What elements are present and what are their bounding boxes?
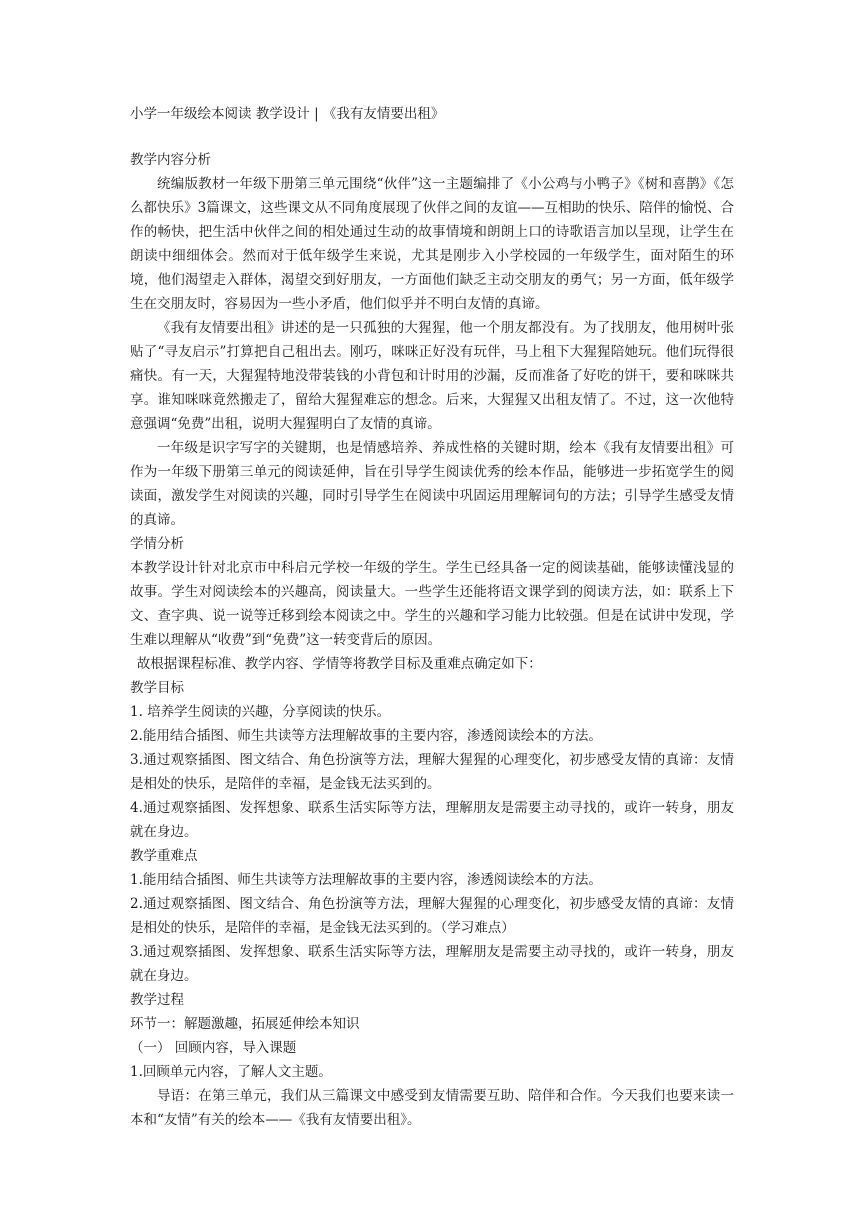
list-item: 1. 培养学生阅读的兴趣，分享阅读的快乐。 <box>130 704 391 720</box>
document-body <box>130 102 734 1132</box>
list-item: 4.通过观察插图、发挥想象、联系生活实际等方法，理解朋友是需要主动寻找的，或许一转身，朋友就在身边。 <box>130 800 734 840</box>
section-heading-student-analysis: 学情分析 <box>130 536 184 552</box>
stage-heading: 环节一：解题激趣，拓展延伸绘本知识 <box>130 1016 360 1032</box>
paragraph: 《我有友情要出租》讲述的是一只孤独的大猩猩，他一个朋友都没有。为了找朋友，他用树叶张贴了“寻友启示”打算把自己租出去。刚巧，咪咪正好没有玩伴，马上租下大猩猩陪她玩。他们玩得很痛快。有一天，大猩猩特地没带装钱的小背包和计时用的沙漏，反而准备了好吃的饼干，要和咪咪共享。谁知咪咪竟然搬走了，留给大猩猩难忘的想念。后来，大猩猩又出租友情了。不过，这一次他特意强调“免费”出租，说明大猩猩明白了友情的真谛。 <box>130 320 734 432</box>
transition-paragraph: 故根据课程标准、教学内容、学情等将教学目标及重难点确定如下： <box>136 656 542 672</box>
list-item: 3.通过观察插图、发挥想象、联系生活实际等方法，理解朋友是需要主动寻找的，或许一转身，朋友就在身边。 <box>130 944 734 984</box>
guide-paragraph: 导语：在第三单元，我们从三篇课文中感受到友情需要互助、陪伴和合作。今天我们也要来读一本和“友情”有关的绘本——《我有友情要出租》。 <box>130 1088 734 1128</box>
list-item: 3.通过观察插图、图文结合、角色扮演等方法，理解大猩猩的心理变化，初步感受友情的真谛：友情是相处的快乐，是陪伴的幸福，是金钱无法买到的。 <box>130 752 734 792</box>
step-item: 1.回顾单元内容，了解人文主题。 <box>130 1064 332 1080</box>
section-heading-key-points: 教学重难点 <box>130 848 198 864</box>
sub-heading: （一） 回顾内容，导入课题 <box>130 1040 297 1056</box>
list-item: 2.通过观察插图、图文结合、角色扮演等方法，理解大猩猩的心理变化，初步感受友情的真谛：友情是相处的快乐，是陪伴的幸福，是金钱无法买到的。（学习难点） <box>130 896 734 936</box>
paragraph: 统编版教材一年级下册第三单元围绕“伙伴”这一主题编排了《小公鸡与小鸭子》《树和喜鹊》《怎么都快乐》3篇课文，这些课文从不同角度展现了伙伴之间的友谊——互相助的快乐、陪伴的愉悦、合作的畅快，把生活中伙伴之间的相处通过生动的故事情境和朗朗上口的诗歌语言加以呈现，让学生在朗读中细细体会。然而对于低年级学生来说，尤其是刚步入小学校园的一年级学生，面对陌生的环境，他们渴望走入群体，渴望交到好朋友，一方面他们缺乏主动交朋友的勇气；另一方面，低年级学生在交朋友时，容易因为一些小矛盾，他们似乎并不明白友情的真谛。 <box>130 176 734 312</box>
paragraph: 一年级是识字写字的关键期，也是情感培养、养成性格的关键时期，绘本《我有友情要出租》可作为一年级下册第三单元的阅读延伸，旨在引导学生阅读优秀的绘本作品，能够进一步拓宽学生的阅读面，激发学生对阅读的兴趣，同时引导学生在阅读中巩固运用理解词句的方法；引导学生感受友情的真谛。 <box>130 440 734 528</box>
document-title: 小学一年级绘本阅读 教学设计 | 《我有友情要出租》 <box>130 106 445 122</box>
section-heading-process: 教学过程 <box>130 992 184 1008</box>
section-heading-content-analysis: 教学内容分析 <box>130 152 211 168</box>
paragraph: 本教学设计针对北京市中科启元学校一年级的学生。学生已经具备一定的阅读基础，能够读懂浅显的故事。学生对阅读绘本的兴趣高，阅读量大。一些学生还能将语文课学到的阅读方法，如：联系上下文、查字典、说一说等迁移到绘本阅读之中。学生的兴趣和学习能力比较强。但是在试讲中发现，学生难以理解从“收费”到“免费”这一转变背后的原因。 <box>130 560 734 648</box>
section-heading-goals: 教学目标 <box>130 680 184 696</box>
list-item: 2.能用结合插图、师生共读等方法理解故事的主要内容，渗透阅读绘本的方法。 <box>130 728 602 744</box>
list-item: 1.能用结合插图、师生共读等方法理解故事的主要内容，渗透阅读绘本的方法。 <box>130 872 602 888</box>
